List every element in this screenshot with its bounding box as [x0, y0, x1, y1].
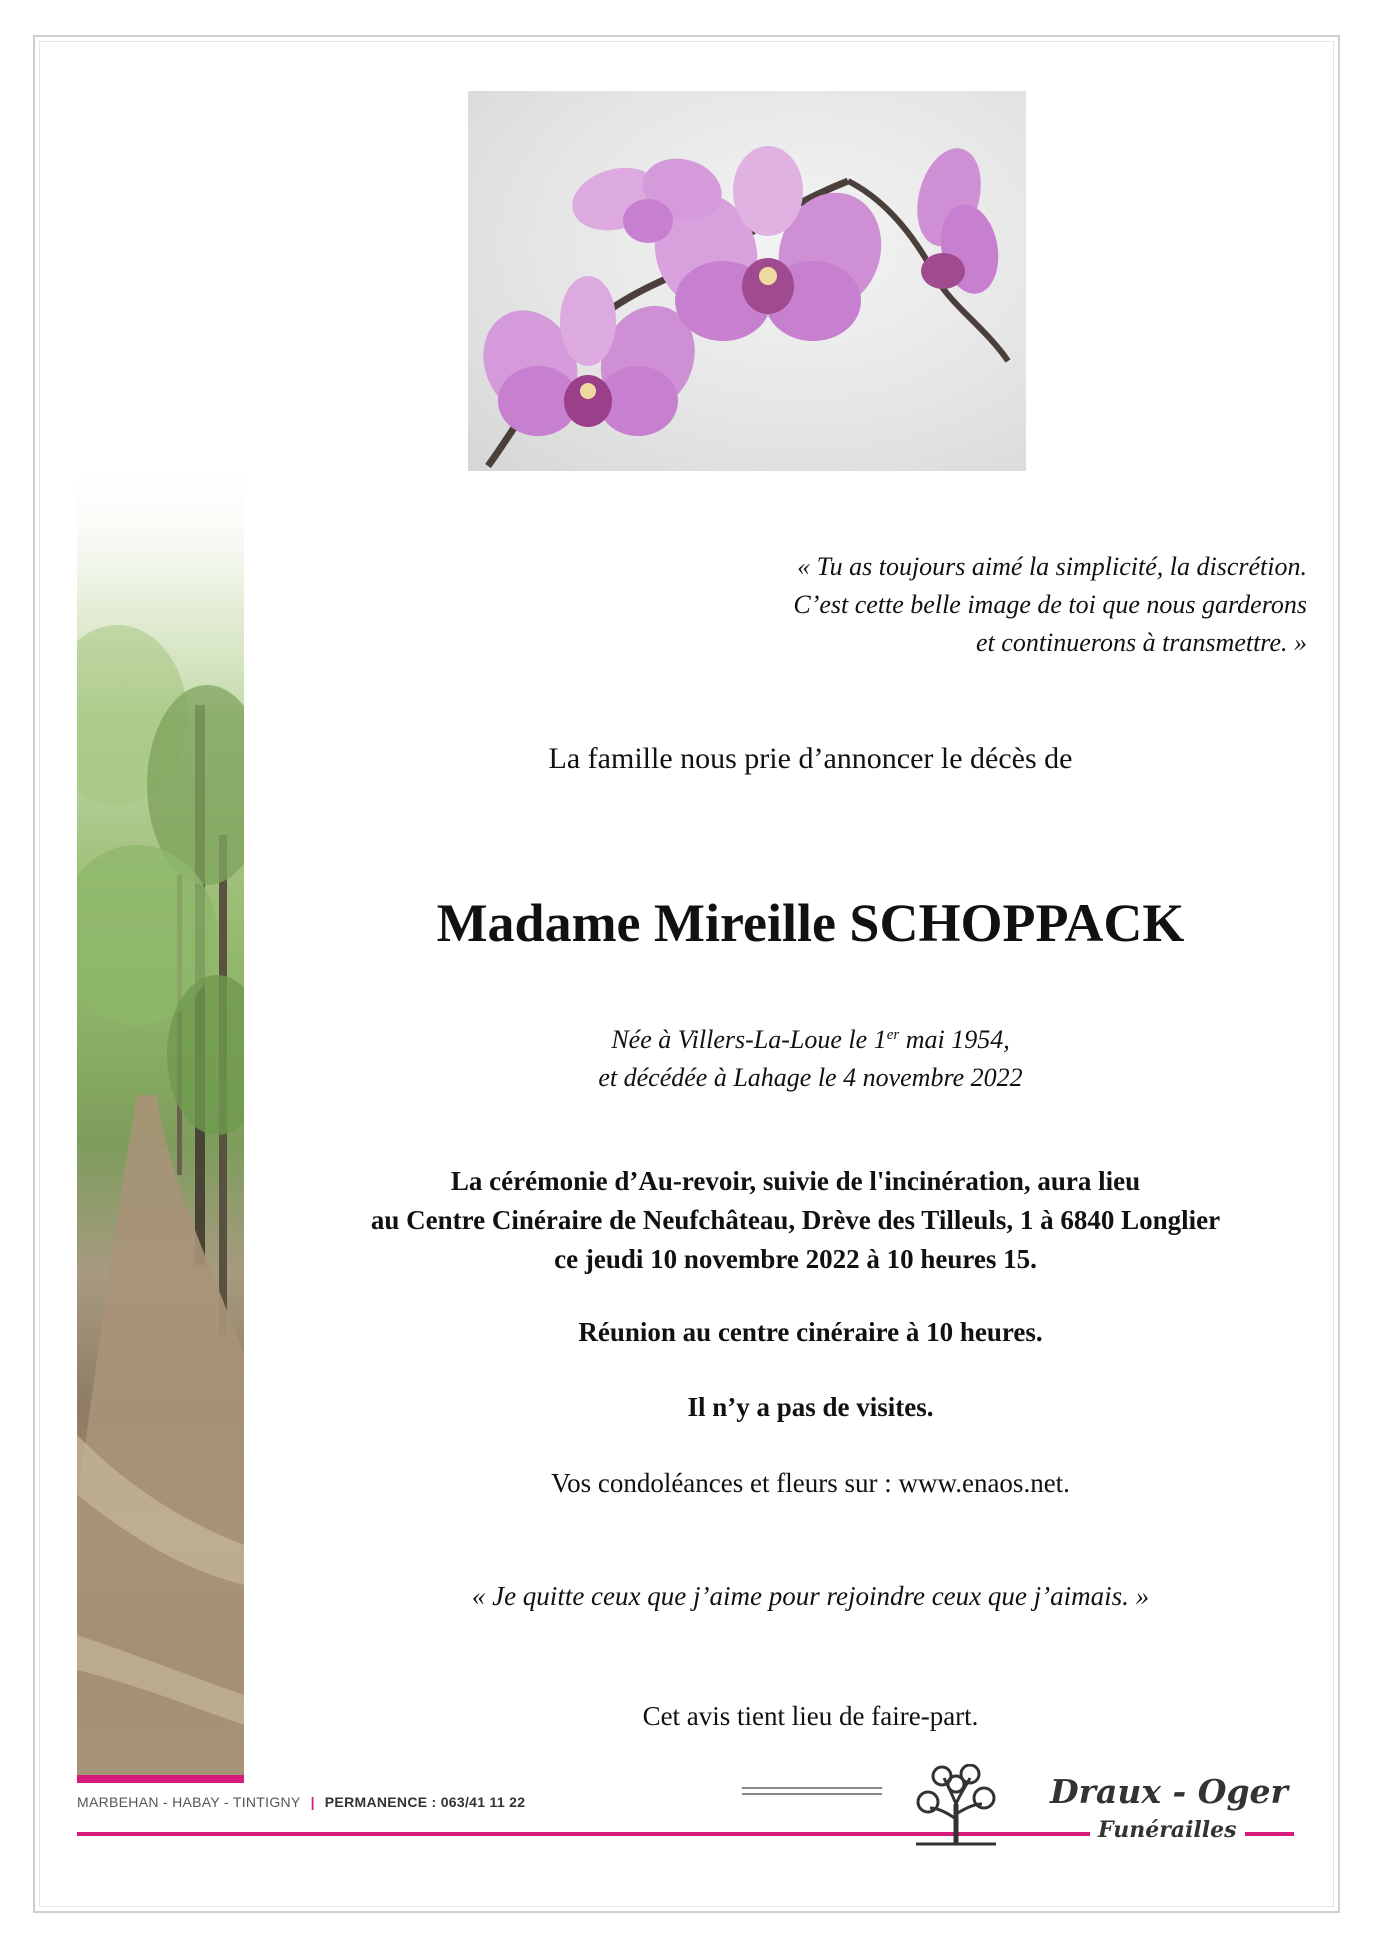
birth-death-info [244, 1016, 1377, 1097]
logo-double-rule [742, 1787, 882, 1795]
birth-line [244, 1016, 1377, 1059]
ceremony-line: ce jeudi 10 novembre 2022 à 10 heures 15. [554, 1244, 1037, 1274]
birth-line-sup: er [886, 1027, 900, 1043]
deceased-name: Madame Mireille SCHOPPACK [436, 893, 1185, 953]
forest-path-photo [77, 455, 244, 1775]
footer-contact [77, 1794, 525, 1810]
birth-line-prefix: Née à Villers-La-Loue le 1 [611, 1025, 887, 1054]
reunion-info: Réunion au centre cinéraire à 10 heures. [578, 1317, 1043, 1347]
condolences-info: Vos condoléances et fleurs sur : www.enaos.net. [551, 1468, 1070, 1498]
ceremony-line: La cérémonie d’Au-revoir, suivie de l'incinération, aura lieu [450, 1166, 1141, 1196]
epigraph-line: et continuerons à transmettre. » [976, 628, 1307, 657]
ceremony-line: au Centre Cinéraire de Neufchâteau, Drève des Tilleuls, 1 à 6840 Longlier [370, 1205, 1221, 1235]
ceremony-info [244, 1162, 1347, 1279]
orchid-photo [468, 91, 1026, 471]
forest-accent-bar [77, 1775, 244, 1783]
footer-locations: MARBEHAN - HABAY - TINTIGNY [77, 1794, 301, 1810]
death-line: et décédée à Lahage le 4 novembre 2022 [598, 1063, 1023, 1092]
footer-separator: | [310, 1794, 315, 1810]
epigraph-line: « Tu as toujours aimé la simplicité, la discrétion. [797, 552, 1307, 581]
logo-subtitle: Funérailles [1090, 1817, 1245, 1843]
logo-name: Draux - Oger [1050, 1772, 1288, 1811]
epigraph-quote [407, 548, 1307, 662]
footer-permanence: PERMANENCE : 063/41 11 22 [324, 1794, 526, 1810]
epigraph-line: C’est cette belle image de toi que nous garderons [793, 590, 1307, 619]
logo-accent-left [1050, 1832, 1090, 1836]
announcement-text: La famille nous prie d’annoncer le décès de [548, 742, 1073, 775]
closing-quote: « Je quitte ceux que j’aime pour rejoindre ceux que j’aimais. » [471, 1581, 1150, 1611]
tree-logo-icon [908, 1764, 1004, 1846]
notice-text: Cet avis tient lieu de faire-part. [642, 1701, 979, 1731]
birth-line-suffix: mai 1954, [899, 1025, 1010, 1054]
visits-info: Il n’y a pas de visites. [687, 1392, 934, 1422]
